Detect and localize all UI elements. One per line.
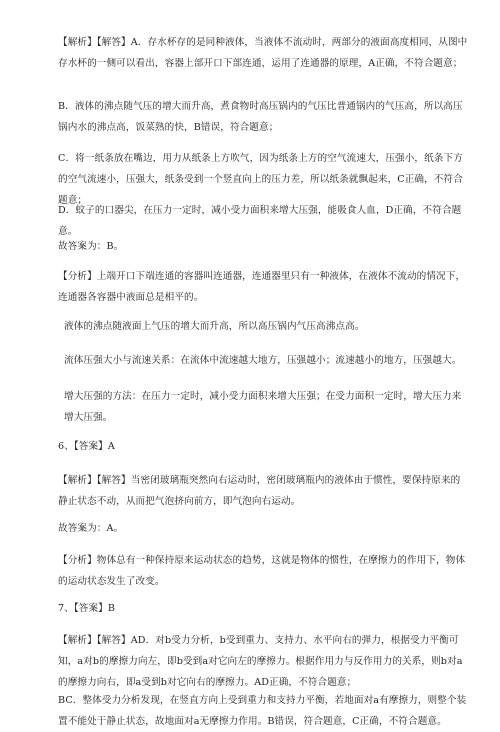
answer-conclusion: 故答案为：B。 [58,241,124,252]
answer-analysis-option-c: C．将一纸条放在嘴边，用力从纸条上方吹气，因为纸条上方的空气流速大，压强小，纸条下方的空气流速小，压强大，纸条受到一个竖直向上的压力差，所以纸条就飘起来，C正确，不符合题意； [58,153,463,206]
question-6-answer: 6、【答案】A [58,441,115,452]
question-6-analysis: 【解析】【解答】当密闭玻璃瓶突然向右运动时，密闭玻璃瓶内的液体由于惯性，要保持原来的静止状态不动，从而把气泡挤向前方，即气泡向右运动。 [58,475,461,507]
question-7-analysis-bc: BC．整体受力分析发现，在竖直方向上受到重力和支持力平衡，若地面对a有摩擦力，则整个装置不能处于静止状态，故地面对a无摩擦力作用。B错误，符合题意，C正确，不符合题意。 [58,695,467,727]
answer-analysis-option-d: D．蚊子的口器尖，在压力一定时，减小受力面积来增大压强，能吸食人血，D正确，不符合题意。 [58,205,462,237]
analysis-fluid-pressure: 流体压强大小与流速关系：在流体中流速越大地方，压强越小；流速越小的地方，压强越大。 [64,355,462,366]
answer-analysis-option-b: B．液体的沸点随气压的增大而升高，煮食物时高压锅内的气压比普通锅内的气压高，所以高压锅内水的沸点高，饭菜熟的快，B错误，符合题意； [58,101,463,133]
question-6-summary: 【分析】物体总有一种保持原来运动状态的趋势，这就是物体的惯性，在摩擦力的作用下，物体的运动状态发生了改变。 [58,555,466,587]
analysis-increase-pressure: 增大压强的方法：在压力一定时，减小受力面积来增大压强；在受力面积一定时，增大压力来增大压强。 [64,391,462,423]
question-7-answer: 7、【答案】B [58,603,116,614]
analysis-connected-vessel: 【分析】上端开口下端连通的容器叫连通器，连通器里只有一种液体，在液体不流动的情况下，连通器各容器中液面总是相平的。 [58,271,466,303]
answer-analysis-option-a: 【解析】【解答】A．存水杯存的是同种液体，当液体不流动时，两部分的液面高度相同，从图中存水杯的一侧可以看出，容器上部开口下部连通，运用了连通器的原理，A正确，不符合题意； [58,37,468,69]
analysis-boiling-point: 液体的沸点随液面上气压的增大而升高，所以高压锅内气压高沸点高。 [64,321,365,332]
question-6-conclusion: 故答案为：A。 [58,523,124,534]
question-7-analysis-ad: 【解析】【解答】AD．对b受力分析，b受到重力、支持力、水平向右的弹力，根据受力平衡可知，a对b的摩擦力向左，即b受到a对它向左的摩擦力。根据作用力与反作用力的关系，则b对a的摩擦力向右，即a受到b对它向右的摩擦力。AD正确，不符合题意； [58,635,463,688]
